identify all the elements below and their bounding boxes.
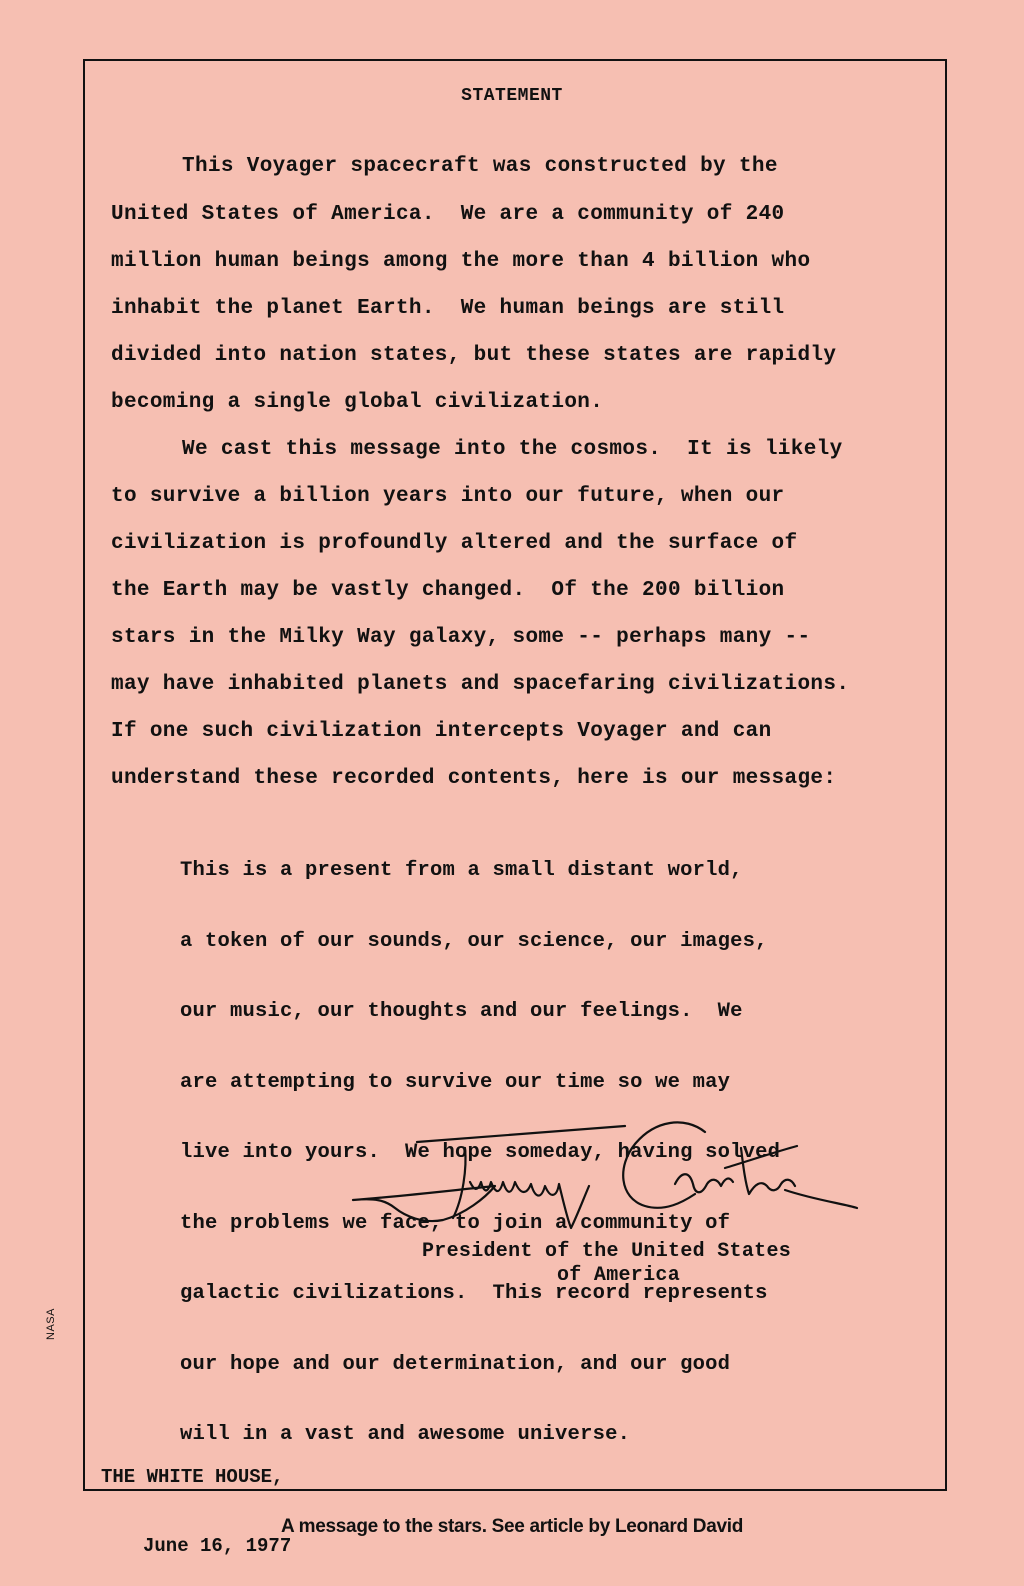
paragraph2-line: the Earth may be vastly changed. Of the 200 billion [111, 579, 785, 602]
signature-title-line: of America [557, 1264, 681, 1287]
signature [345, 1108, 865, 1238]
place: THE WHITE HOUSE, [101, 1466, 284, 1488]
message-line: are attempting to survive our time so we may [180, 1070, 731, 1094]
paragraph2-line: If one such civilization intercepts Voyager and can [111, 720, 772, 743]
message-line: our music, our thoughts and our feelings. We [180, 1000, 743, 1023]
paragraph2-line: stars in the Milky Way galaxy, some -- perhaps many -- [111, 626, 811, 649]
message-line: our hope and our determination, and our good [180, 1352, 731, 1376]
paragraph2-line: to survive a billion years into our future, when our [111, 485, 785, 508]
photo-credit: NASA [45, 1308, 57, 1340]
message-line: galactic civilizations. This record represents [180, 1282, 768, 1305]
figure-caption: A message to the stars. See article by Leonard David [280, 1516, 744, 1537]
date: June 16, 1977 [143, 1535, 292, 1557]
message-line: a token of our sounds, our science, our images, [180, 929, 768, 953]
message-line: the problems we face, to join a community of [180, 1211, 731, 1235]
message-line: will in a vast and awesome universe. [180, 1423, 631, 1446]
signature-title-line: President of the United States [422, 1240, 792, 1263]
paragraph2-line: civilization is profoundly altered and the surface of [111, 532, 798, 555]
paragraph1-line: divided into nation states, but these states are rapidly [111, 344, 837, 367]
message-line: live into yours. We hope someday, having solved [180, 1141, 781, 1164]
paragraph2-line: understand these recorded contents, here is our message: [111, 767, 837, 790]
paragraph1-line: This Voyager spacecraft was constructed by the [182, 155, 778, 178]
paragraph2-line: We cast this message into the cosmos. It is likely [182, 438, 843, 461]
place-and-date [101, 1420, 291, 1581]
paragraph1-line: becoming a single global civilization. [111, 391, 604, 414]
paragraph2-line: may have inhabited planets and spacefaring civilizations. [111, 673, 850, 696]
paragraph1-line: million human beings among the more than 4 billion who [111, 250, 811, 273]
message-line: This is a present from a small distant world, [180, 859, 743, 882]
paragraph1-line: United States of America. We are a community of 240 [111, 203, 785, 226]
statement-heading: STATEMENT [461, 86, 563, 106]
paragraph1-line: inhabit the planet Earth. We human beings are still [111, 297, 785, 320]
